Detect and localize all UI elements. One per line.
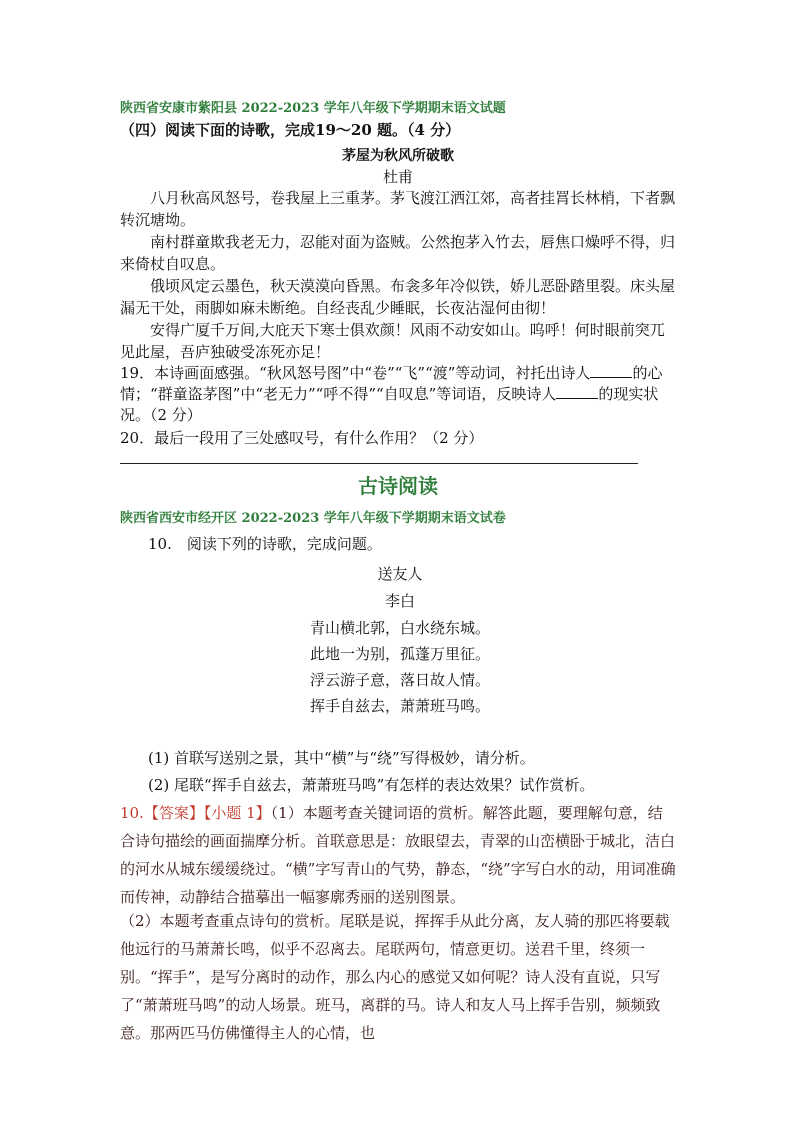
poem-author-2: 李白: [384, 592, 415, 610]
question-19-text-b: 的心: [632, 364, 663, 382]
poem-paragraph: 俄顷风定云墨色，秋天漠漠向昏黑。布衾多年冷似铁，娇儿恶卧踏里裂。床头屋漏无干处，雨脚如麻未断绝。自经丧乱少睡眠，长夜沾湿何由彻！: [120, 277, 676, 317]
source-title-1: 陕西省安康市紫阳县 2022-2023 学年八年级下学期期末语文试题: [120, 101, 506, 116]
instruction-1: （四）阅读下面的诗歌，完成19～20 题。（4 分）: [120, 121, 461, 139]
poem-paragraph: 南村群童欺我老无力，忍能对面为盗贼。公然抱茅入竹去，唇焦口燥呼不得，归来倚杖自叹息。: [120, 233, 676, 273]
poem-paragraph: 八月秋高风怒号，卷我屋上三重茅。茅飞渡江洒江郊，高者挂罥长林梢，下者飘转沉塘坳。: [120, 189, 676, 229]
question-1: (1) 首联写送别之景，其中“横”与“绕”写得极妙，请分析。: [148, 749, 535, 767]
poem-line: 浮云游子意，落日故人情。: [309, 671, 490, 689]
poem-author-1: 杜甫: [382, 168, 413, 186]
answer-paragraph-2: （2）本题考查重点诗句的赏析。尾联是说，挥挥手从此分离，友人骑的那匹将要载他远行的马萧萧长鸣，似乎不忍离去。尾联两句，情意更切。送君千里，终须一别。“挥手”，是写分离时的动作，那么内心的感觉又如何呢？诗人没有直说，只写了“萧萧班马鸣”的动人场景。班马，离群的马。诗人和友人马上挥手告别，频频致意。那两匹马仿佛懂得主人的心情，也: [120, 912, 670, 1042]
poem-line: 此地一为别，孤蓬万里征。: [309, 645, 490, 663]
answer-mark: 10.【答案】【小题 1】: [120, 804, 271, 822]
poem-line: 青山横北郭，白水绕东城。: [309, 619, 490, 637]
source-title-2: 陕西省西安市经开区 2022-2023 学年八年级下学期期末语文试卷: [120, 511, 506, 526]
poem-title-1: 茅屋为秋风所破歌: [342, 148, 454, 164]
question-19-text-e: 况。（2 分）: [120, 406, 202, 424]
poem-title-2: 送友人: [377, 565, 423, 583]
divider: [120, 463, 638, 464]
instruction-2: 10. 阅读下列的诗歌，完成问题。: [148, 535, 382, 553]
question-19-text-a: 19．本诗画面感强。“秋风怒号图”中“卷”“飞”“渡”等动词，衬托出诗人: [120, 364, 591, 382]
poem-line: 挥手自兹去，萧萧班马鸣。: [309, 697, 490, 715]
section-heading: 古诗阅读: [358, 474, 438, 498]
answer-paragraph-1: [120, 799, 676, 911]
answer-blank[interactable]: [590, 363, 632, 378]
question-19-text-c: 情；“群童盗茅图”中“老无力”“呼不得”“自叹息”等词语，反映诗人: [120, 385, 557, 403]
question-19-text-d: 的现实状: [598, 385, 659, 403]
answer-text-1: （1）本题考查关键词语的赏析。解答此题，要理解句意，结合诗句描绘的画面揣摩分析。首联意思是：放眼望去，青翠的山峦横卧于城北，洁白的河水从城东缓缓绕过。“横”字写青山的气势，静态，“绕”字写白水的动，用词准确而传神，动静结合描摹出一幅寥廓秀丽的送别图景。: [120, 804, 676, 906]
question-19: [120, 363, 676, 426]
question-2: (2) 尾联“挥手自兹去，萧萧班马鸣”有怎样的表达效果？试作赏析。: [148, 776, 595, 794]
question-20: 20．最后一段用了三处感叹号，有什么作用？（2 分）: [120, 429, 484, 447]
poem-paragraph: 安得广厦千万间,大庇天下寒士俱欢颜！风雨不动安如山。呜呼！何时眼前突兀见此屋，吾庐独破受冻死亦足！: [120, 321, 665, 361]
answer-blank[interactable]: [556, 384, 598, 399]
